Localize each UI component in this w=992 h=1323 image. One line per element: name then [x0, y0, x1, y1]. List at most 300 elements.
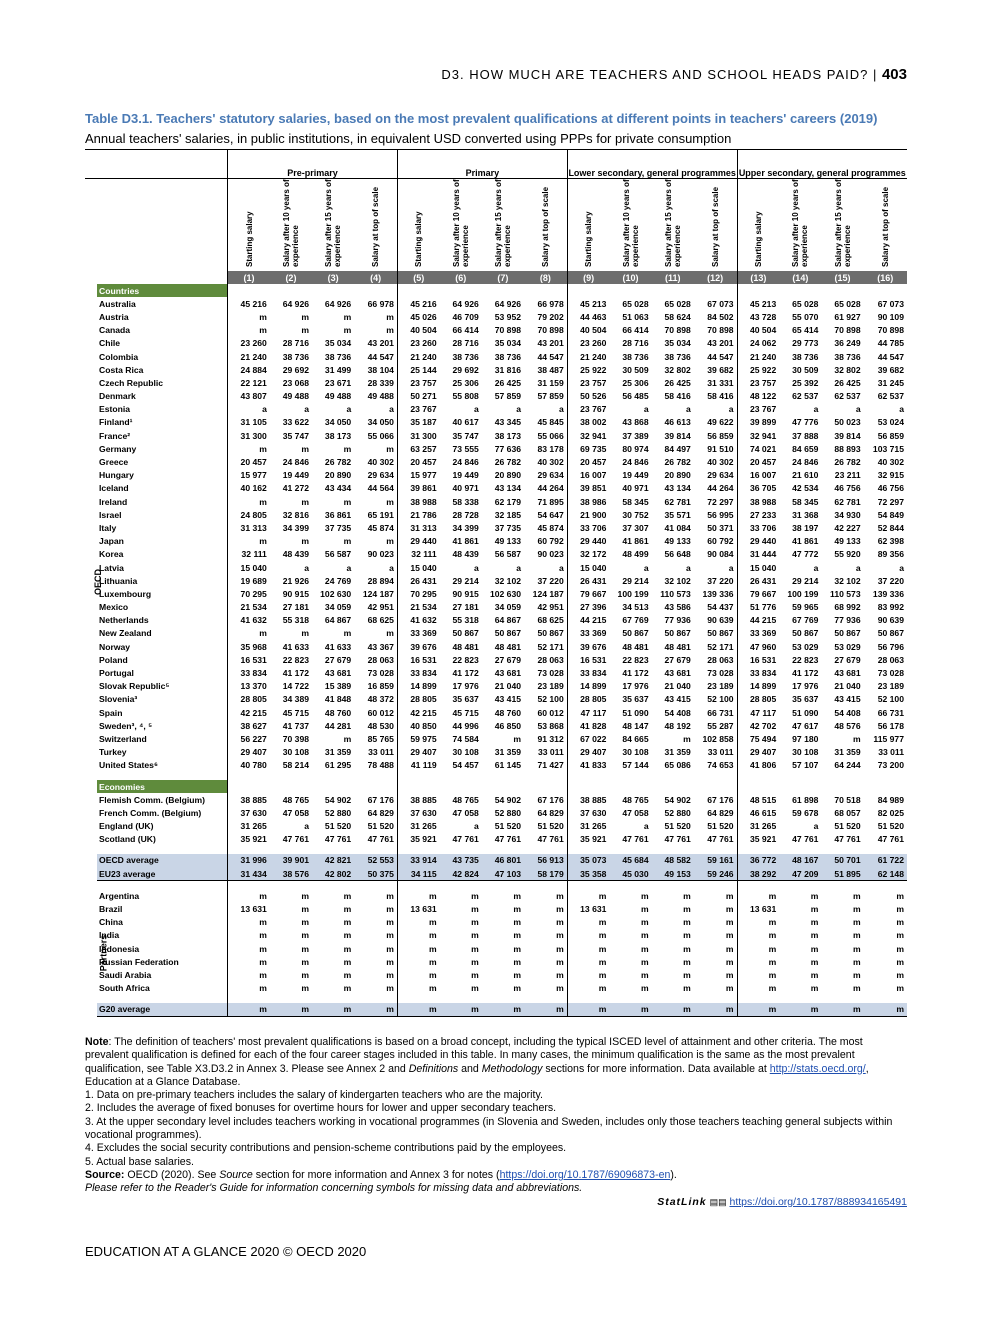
table-cell: 47 117	[737, 706, 779, 719]
table-row	[85, 889, 907, 902]
table-row	[85, 350, 907, 363]
table-cell: 51 520	[707, 821, 734, 832]
table-cell: 48 760	[324, 707, 352, 718]
table-cell: 50 867	[792, 628, 819, 639]
table-cell: 40 504	[567, 324, 609, 337]
table-cell	[779, 772, 821, 780]
column-number: (9)	[567, 271, 609, 284]
table-cell: 35 968	[228, 640, 270, 653]
table-cell: 49 488	[324, 391, 352, 402]
table-cell	[354, 772, 397, 780]
group-header-row	[85, 150, 907, 179]
table-cell: 61 927	[834, 311, 861, 322]
table-cell	[694, 881, 737, 890]
table-cell: m	[301, 904, 310, 915]
table-cell: m	[652, 1003, 694, 1017]
table-cell: 22 823	[622, 654, 649, 665]
table-cell: 28 728	[452, 509, 479, 520]
table-cell: 16 531	[567, 653, 609, 666]
table-cell: 37 220	[877, 575, 904, 586]
table-cell: 37 220	[707, 575, 734, 586]
table-cell: 52 100	[537, 694, 564, 705]
table-cell: m	[343, 536, 352, 547]
table-cell: 37 630	[228, 806, 270, 819]
table-cell	[228, 772, 270, 780]
table-cell: 41 172	[452, 668, 479, 679]
table-cell: 35 034	[664, 338, 691, 349]
table-cell: 88 893	[834, 443, 861, 454]
row-label: Hungary	[99, 470, 134, 481]
table-cell: 66 978	[537, 298, 564, 309]
table-cell: 36 772	[737, 854, 779, 867]
table-cell	[694, 846, 737, 854]
table-cell: 33 834	[737, 666, 779, 679]
table-cell: 40 617	[452, 417, 479, 428]
table-cell	[85, 881, 97, 890]
table-cell: 35 034	[324, 338, 352, 349]
table-cell: 15 977	[397, 469, 439, 482]
table-row	[85, 614, 907, 627]
row-label: Slovenia³	[99, 694, 138, 705]
table-cell: 50 867	[494, 628, 522, 639]
column-label-text: Salary at top of scale	[371, 186, 381, 267]
table-row	[85, 955, 907, 968]
column-number: (3)	[312, 271, 354, 284]
table-row	[85, 376, 907, 389]
table-cell: 30 752	[622, 509, 649, 520]
row-label: Russian Federation	[99, 956, 179, 967]
row-label: Countries	[97, 284, 228, 297]
table-cell: 48 481	[622, 641, 649, 652]
table-cell: m	[524, 1003, 567, 1017]
row-label: Chile	[99, 338, 121, 349]
table-cell: 68 992	[834, 602, 861, 613]
table-cell: m	[556, 904, 564, 915]
table-cell: 29 634	[707, 470, 734, 481]
table-cell: m	[397, 929, 439, 942]
table-cell: m	[896, 917, 904, 928]
table-cell	[864, 881, 907, 890]
table-row	[85, 759, 907, 772]
table-cell: 51 520	[664, 821, 691, 832]
header-blank	[97, 150, 228, 179]
table-row	[85, 601, 907, 614]
table-cell: 30 509	[622, 364, 649, 375]
table-cell: 102 858	[702, 733, 734, 744]
table-cell: 50 867	[452, 628, 479, 639]
table-cell	[821, 284, 863, 297]
table-cell: 48 147	[622, 720, 649, 731]
table-cell: 47 761	[622, 834, 649, 845]
statlink	[620, 1196, 907, 1208]
source-doi-link[interactable]: https://doi.org/10.1787/69096873-en	[499, 1168, 671, 1181]
table-cell	[821, 780, 863, 793]
table-cell	[609, 772, 651, 780]
row-label: Saudi Arabia	[99, 969, 152, 980]
table-cell: 48 530	[367, 720, 394, 731]
table-cell: 64 829	[707, 807, 734, 818]
table-cell: 43 735	[440, 854, 482, 867]
table-cell: 91 312	[537, 733, 564, 744]
table-cell: m	[397, 955, 439, 968]
table-cell: 32 185	[494, 509, 522, 520]
table-cell: 69 735	[567, 442, 609, 455]
column-label-text: Salary after 15 years of experience	[324, 179, 343, 267]
table-cell: 35 921	[228, 833, 270, 846]
table-cell: 73 200	[877, 760, 904, 771]
table-cell: 83 992	[877, 602, 904, 613]
table-cell: m	[386, 969, 394, 980]
table-cell	[312, 772, 354, 780]
table-cell: 102 630	[489, 588, 522, 599]
table-cell	[737, 284, 779, 297]
table-row	[85, 310, 907, 323]
source-text: ).	[670, 1168, 677, 1181]
table-cell: m	[397, 1003, 439, 1017]
table-cell: 31 444	[737, 548, 779, 561]
table-row	[85, 429, 907, 442]
table-cell: 61 295	[324, 760, 352, 771]
table-cell: 58 345	[792, 496, 819, 507]
table-cell: m	[556, 890, 564, 901]
column-label	[228, 179, 270, 272]
table-row	[85, 693, 907, 706]
column-number: (4)	[354, 271, 397, 284]
table-cell: 89 356	[877, 549, 904, 560]
table-cell: 34 050	[367, 417, 394, 428]
table-title: Table D3.1. Teachers' statutory salaries, based on the most prevalent qualifications at different points in teachers' careers (2019)	[85, 111, 878, 126]
table-cell: 40 971	[622, 483, 649, 494]
column-label-text: Salary after 15 years of experience	[663, 179, 682, 267]
table-cell: 26 782	[834, 457, 861, 468]
table-cell: 40 162	[228, 482, 270, 495]
table-cell: 64 926	[282, 298, 310, 309]
table-cell: 102 630	[320, 588, 352, 599]
table-cell: m	[640, 890, 649, 901]
table-row	[85, 521, 907, 534]
column-label-text: Starting salary	[244, 211, 254, 267]
table-cell: 29 407	[397, 746, 439, 759]
table-cell: a	[899, 562, 904, 573]
table-cell: m	[301, 943, 310, 954]
table-cell: 65 191	[367, 509, 394, 520]
table-cell: 52 171	[707, 641, 734, 652]
table-row	[85, 482, 907, 495]
table-cell: 110 573	[660, 588, 691, 599]
table-cell: 74 584	[452, 733, 479, 744]
table-cell: 23 767	[567, 403, 609, 416]
table-cell: 56 227	[228, 732, 270, 745]
header-blank	[97, 179, 228, 272]
table-cell: 30 108	[452, 747, 479, 758]
row-label: Brazil	[99, 904, 123, 915]
table-cell: m	[513, 969, 522, 980]
side-label	[85, 284, 104, 881]
table-cell: 59 678	[792, 807, 819, 818]
table-cell: 26 431	[397, 574, 439, 587]
column-number: (1)	[228, 271, 270, 284]
table-cell: m	[513, 904, 522, 915]
table-cell: 35 637	[452, 694, 479, 705]
row-label: Austria	[99, 311, 129, 322]
table-cell: 29 407	[228, 746, 270, 759]
table-cell	[354, 881, 397, 890]
table-cell: 45 216	[228, 297, 270, 310]
row-label: United States⁶	[99, 760, 158, 771]
table-cell: 24 884	[228, 363, 270, 376]
table-cell: 77 936	[834, 615, 861, 626]
table-cell: m	[779, 1003, 821, 1017]
table-cell: 84 497	[664, 443, 691, 454]
note-label: Note	[85, 1036, 109, 1048]
table-cell: a	[813, 404, 819, 415]
table-cell: 59 161	[694, 854, 737, 867]
stats-oecd-link[interactable]: http://stats.oecd.org/	[769, 1062, 866, 1075]
table-cell: 39 676	[397, 640, 439, 653]
table-cell: 52 171	[537, 641, 564, 652]
table-cell: m	[852, 917, 861, 928]
table-cell: 26 431	[567, 574, 609, 587]
row-label: Norway	[99, 641, 131, 652]
row-label: Denmark	[99, 391, 136, 402]
table-cell: m	[725, 969, 734, 980]
table-cell: 29 440	[397, 535, 439, 548]
table-cell	[354, 780, 397, 793]
table-cell: 28 063	[537, 654, 564, 665]
table-cell: m	[343, 943, 352, 954]
table-cell	[397, 772, 439, 780]
table-cell: 30 108	[622, 747, 649, 758]
table-cell: 16 531	[228, 653, 270, 666]
table-cell	[737, 995, 779, 1003]
table-cell: 47 058	[452, 807, 479, 818]
table-cell: 31 434	[228, 867, 270, 881]
table-cell: 47 761	[324, 834, 352, 845]
table-cell: 20 457	[737, 455, 779, 468]
table-cell: 44 564	[367, 483, 394, 494]
table-cell: 21 040	[664, 681, 691, 692]
table-subtitle: Annual teachers' salaries, in public institutions, in equivalent USD converted using PPPs for private consumption	[85, 131, 732, 146]
table-cell: 48 576	[834, 720, 861, 731]
table-cell: 49 488	[282, 391, 310, 402]
table-cell: 50 867	[707, 628, 734, 639]
column-label-text: Salary after 10 years of experience	[451, 179, 470, 267]
table-cell: 84 659	[792, 443, 819, 454]
table-cell: m	[810, 930, 819, 941]
table-cell: m	[896, 890, 904, 901]
table-cell: 16 007	[737, 469, 779, 482]
table-cell: 44 463	[567, 310, 609, 323]
table-cell: m	[301, 496, 310, 507]
table-cell: 73 555	[452, 443, 479, 454]
table-cell	[440, 995, 482, 1003]
table-cell: 59 975	[397, 732, 439, 745]
header-blank	[85, 179, 97, 272]
table-row	[85, 833, 907, 846]
table-cell: 59 246	[694, 867, 737, 881]
table-cell: 27 679	[834, 654, 861, 665]
table-cell: m	[896, 983, 904, 994]
row-label: Korea	[99, 549, 124, 560]
table-cell: 23 260	[228, 337, 270, 350]
table-cell: 33 834	[397, 666, 439, 679]
table-cell: 29 214	[452, 575, 479, 586]
table-cell: 15 040	[567, 561, 609, 574]
table-cell: 48 582	[652, 854, 694, 867]
table-cell: 49 488	[367, 391, 394, 402]
table-cell: m	[471, 890, 479, 901]
table-cell: 21 900	[567, 508, 609, 521]
table-cell: 31 359	[664, 747, 691, 758]
table-cell: 34 115	[397, 867, 439, 881]
table-cell	[482, 881, 524, 890]
table-cell: 44 785	[877, 338, 904, 349]
table-cell: 32 802	[664, 364, 691, 375]
table-row	[85, 780, 907, 793]
table-cell: 46 756	[834, 483, 861, 494]
table-cell	[779, 881, 821, 890]
table-cell: m	[301, 890, 310, 901]
table-cell: 64 829	[367, 807, 394, 818]
table-cell	[312, 995, 354, 1003]
table-cell: 124 187	[532, 588, 564, 599]
table-cell: m	[386, 311, 394, 322]
table-cell: 40 504	[737, 324, 779, 337]
table-cell	[312, 881, 354, 890]
table-cell: 38 173	[494, 430, 522, 441]
salary-table-wrap	[85, 149, 907, 1017]
table-cell: 39 814	[834, 430, 861, 441]
table-cell: 51 520	[877, 821, 904, 832]
table-cell: m	[386, 943, 394, 954]
group-header: Upper secondary, general programmes	[737, 150, 907, 179]
table-cell	[440, 284, 482, 297]
table-row	[85, 867, 907, 881]
table-cell: 21 240	[228, 350, 270, 363]
table-row	[85, 574, 907, 587]
table-cell: 45 030	[609, 867, 651, 881]
column-label	[567, 179, 609, 272]
table-cell: 21 610	[792, 470, 819, 481]
table-cell: m	[737, 1003, 779, 1017]
table-cell: 67 022	[567, 732, 609, 745]
table-cell: 100 199	[787, 588, 819, 599]
table-cell: 28 716	[622, 338, 649, 349]
table-cell: 43 868	[622, 417, 649, 428]
table-cell: 74 021	[737, 442, 779, 455]
table-cell: 48 192	[664, 720, 691, 731]
table-cell: 34 059	[324, 602, 352, 613]
table-cell: 42 215	[397, 706, 439, 719]
statlink-url[interactable]: https://doi.org/10.1787/888934165491	[729, 1196, 907, 1208]
table-cell: 67 073	[877, 298, 904, 309]
table-cell: 64 926	[452, 298, 479, 309]
table-cell: m	[640, 904, 649, 915]
table-cell: 23 189	[877, 681, 904, 692]
table-cell: 31 331	[707, 377, 734, 388]
table-cell: m	[725, 917, 734, 928]
column-number: (7)	[482, 271, 524, 284]
table-row	[85, 793, 907, 806]
table-cell	[652, 846, 694, 854]
table-cell: 51 520	[494, 821, 522, 832]
table-cell: 50 867	[622, 628, 649, 639]
table-cell: 58 338	[452, 496, 479, 507]
column-label	[737, 179, 779, 272]
row-label: Slovak Republic⁵	[99, 681, 170, 692]
table-cell	[609, 881, 651, 890]
table-cell: 47 103	[482, 867, 524, 881]
salary-table	[85, 149, 907, 1017]
table-cell: 58 416	[664, 391, 691, 402]
table-cell: 43 415	[664, 694, 691, 705]
table-cell	[482, 772, 524, 780]
table-cell: 25 922	[567, 363, 609, 376]
table-cell: m	[567, 955, 609, 968]
table-cell: 43 134	[494, 483, 522, 494]
table-cell: 37 888	[792, 430, 819, 441]
table-cell: m	[852, 904, 861, 915]
table-cell	[737, 780, 779, 793]
table-cell: m	[852, 983, 861, 994]
note-text: sections for more information. Data available at	[542, 1062, 770, 1075]
table-cell: 21 534	[397, 601, 439, 614]
table-cell: 20 457	[228, 455, 270, 468]
table-cell: m	[228, 955, 270, 968]
table-cell: 44 264	[707, 483, 734, 494]
table-cell: 47 761	[792, 834, 819, 845]
table-cell: m	[228, 929, 270, 942]
row-label: Spain	[99, 707, 123, 718]
source-text: section for more information and Annex 3 for notes (	[252, 1168, 500, 1181]
table-cell: 45 874	[367, 522, 394, 533]
table-cell: 57 144	[622, 760, 649, 771]
table-cell: 32 915	[877, 470, 904, 481]
table-cell: 29 440	[737, 535, 779, 548]
column-label-text: Salary at top of scale	[880, 186, 890, 267]
table-cell: 35 073	[567, 854, 609, 867]
row-label: Israel	[99, 509, 122, 520]
table-cell: 139 336	[872, 588, 904, 599]
table-cell: 48 372	[367, 694, 394, 705]
table-cell: 90 915	[282, 588, 310, 599]
row-label: Switzerland	[99, 733, 147, 744]
table-cell: 33 011	[707, 747, 734, 758]
table-cell	[652, 995, 694, 1003]
table-cell: 29 214	[622, 575, 649, 586]
table-cell: 19 449	[622, 470, 649, 481]
table-cell: 49 133	[834, 536, 861, 547]
table-cell: 26 782	[664, 457, 691, 468]
table-cell: 38 736	[324, 351, 352, 362]
table-cell: 35 637	[622, 694, 649, 705]
table-cell: m	[852, 956, 861, 967]
table-cell: 57 859	[537, 391, 564, 402]
table-cell: 31 265	[567, 820, 609, 833]
statlink-logo: StatLink	[657, 1196, 707, 1208]
table-cell: m	[725, 890, 734, 901]
row-label: South Africa	[99, 983, 150, 994]
table-cell: 48 760	[494, 707, 522, 718]
row-label	[97, 772, 228, 780]
table-cell: 55 318	[452, 615, 479, 626]
table-cell: 44 281	[324, 720, 352, 731]
table-cell: 47 761	[537, 834, 564, 845]
table-cell: 44 547	[707, 351, 734, 362]
table-cell: 67 769	[792, 615, 819, 626]
group-header: Lower secondary, general programmes	[567, 150, 737, 179]
table-cell: 42 951	[537, 602, 564, 613]
